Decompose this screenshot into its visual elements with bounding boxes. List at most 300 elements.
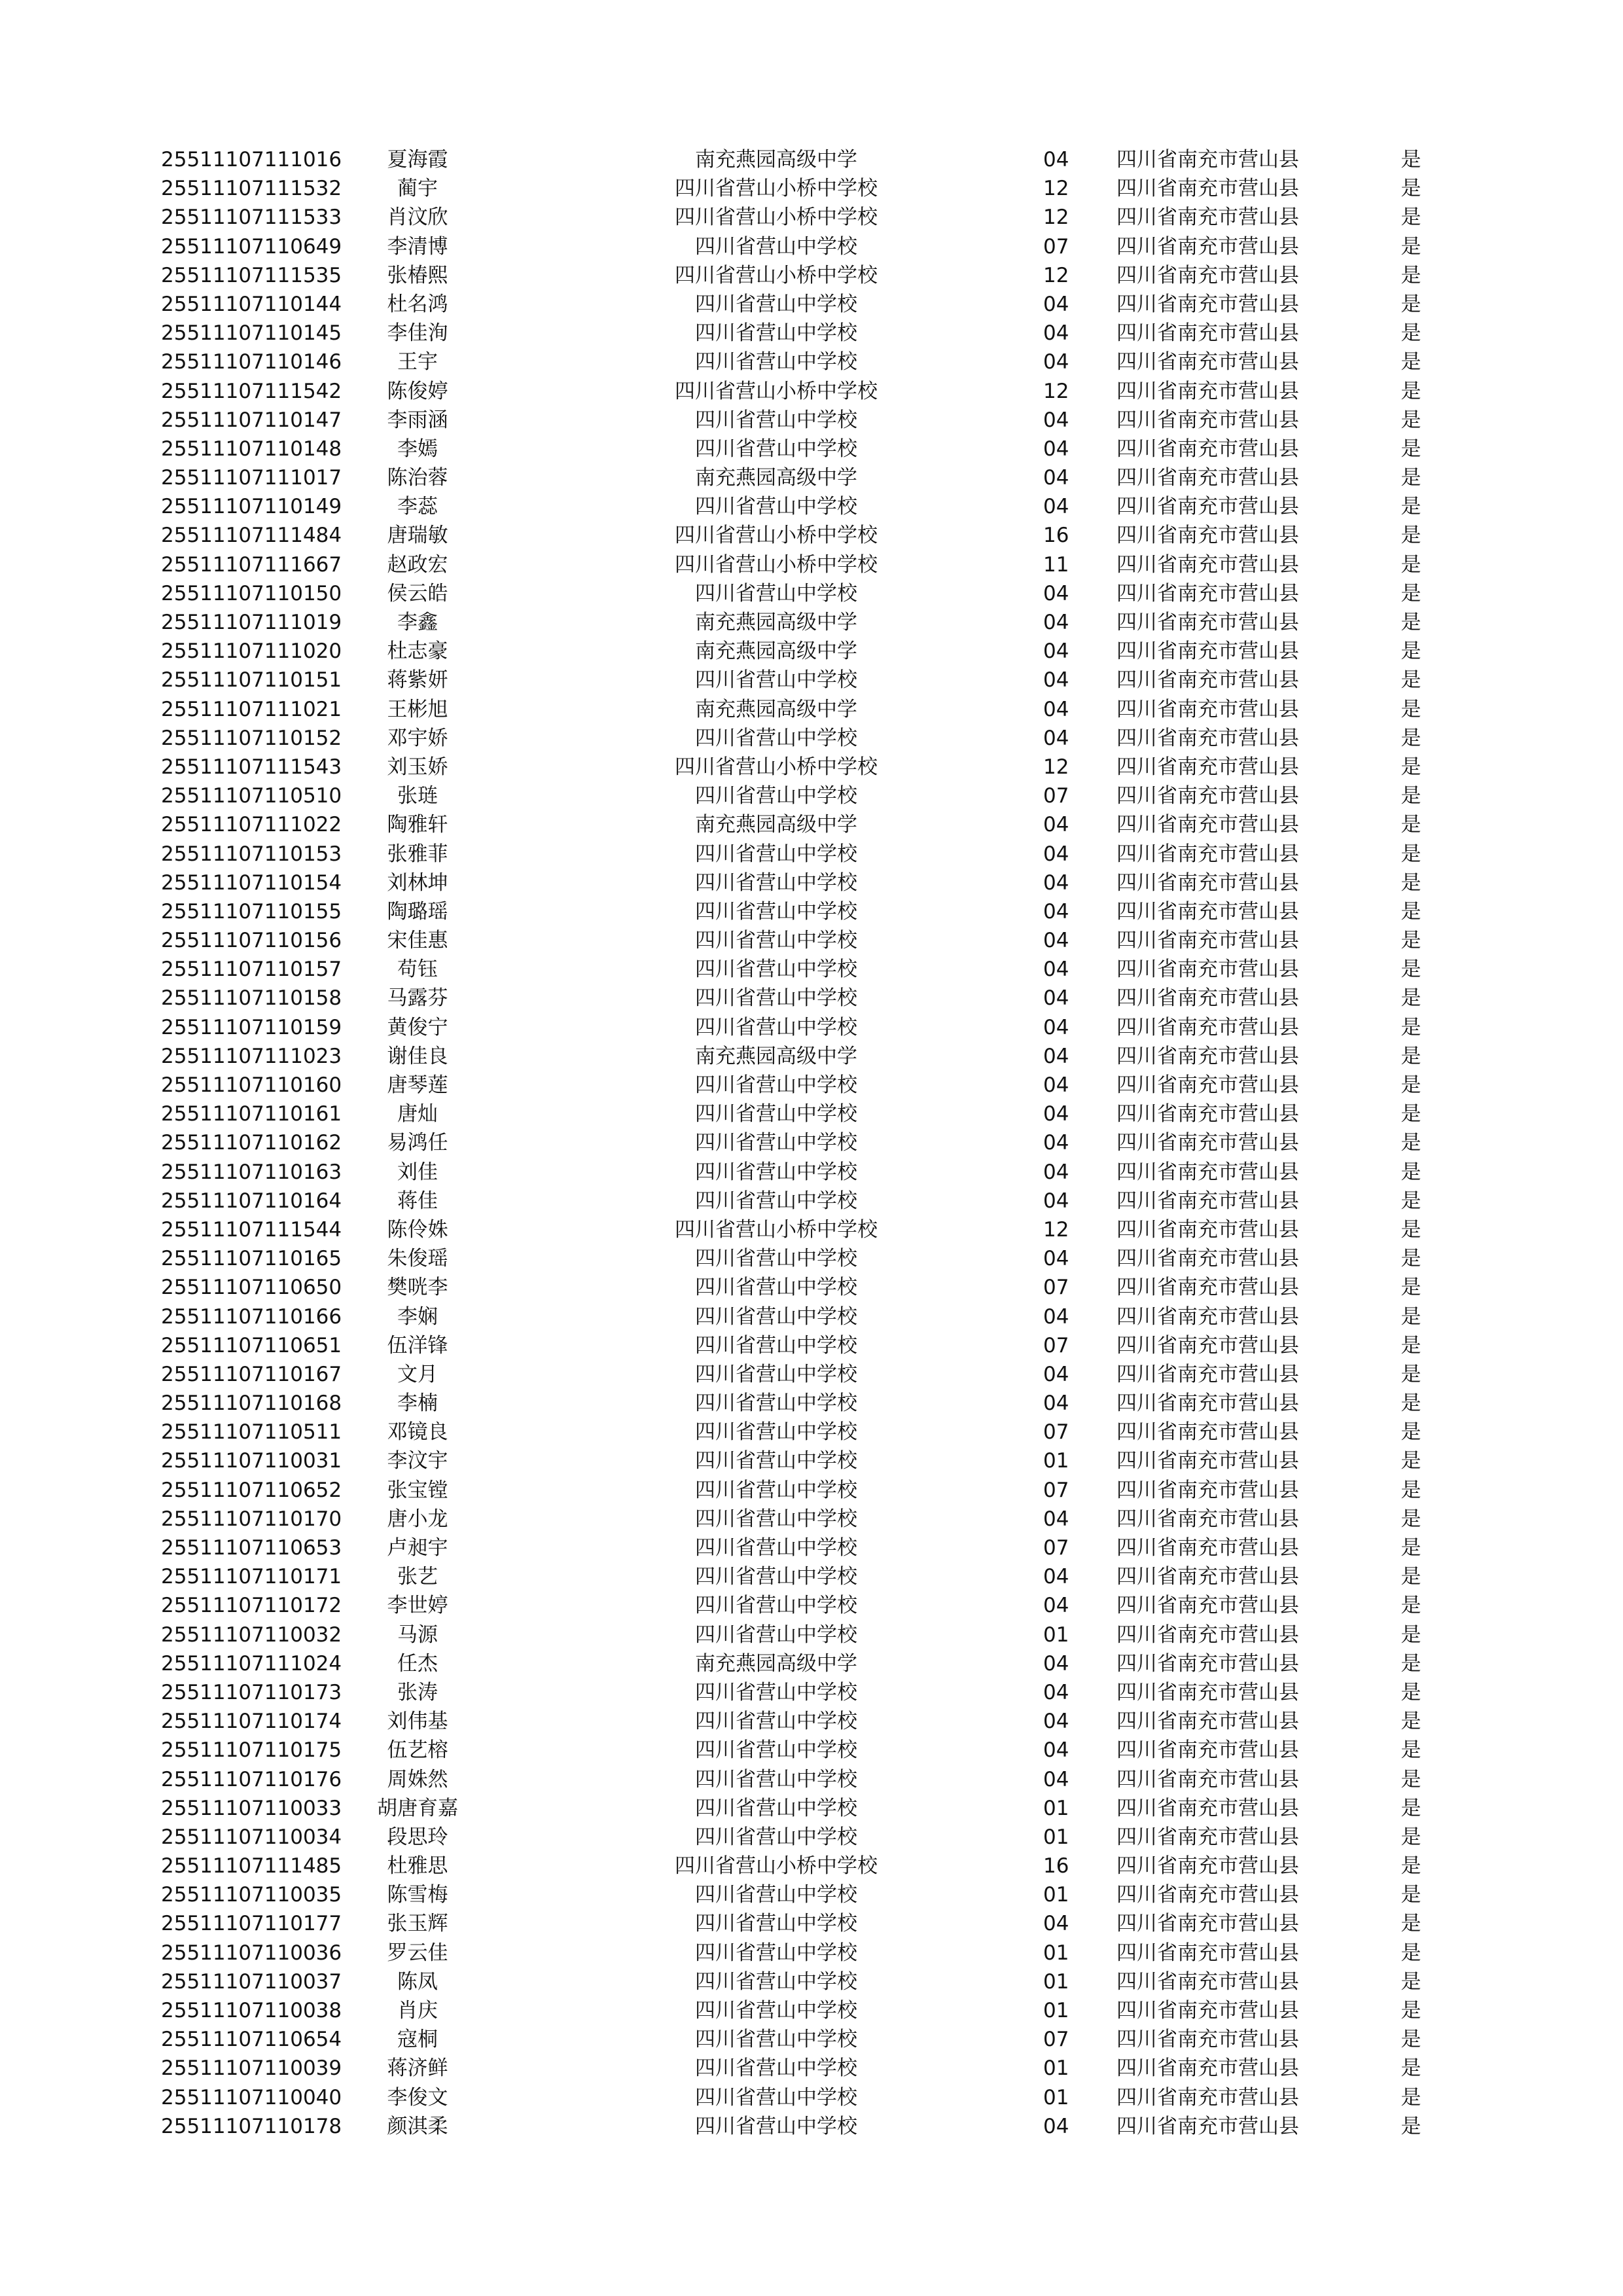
student-name: 唐琴莲 [387, 1073, 448, 1097]
eligibility-flag: 是 [1400, 1304, 1421, 1329]
table-row [161, 2054, 1470, 2083]
school-name: 四川省营山中学校 [695, 1304, 857, 1329]
eligibility-flag: 是 [1400, 1073, 1421, 1097]
school-name: 四川省营山小桥中学校 [675, 552, 878, 577]
category-code: 04 [1043, 581, 1069, 605]
eligibility-flag: 是 [1400, 1015, 1421, 1039]
region: 四川省南充市营山县 [1116, 408, 1299, 432]
category-code: 04 [1043, 1912, 1069, 1936]
category-code: 07 [1043, 2028, 1069, 2052]
school-name: 四川省营山中学校 [695, 986, 857, 1011]
eligibility-flag: 是 [1400, 148, 1421, 171]
category-code: 04 [1043, 1044, 1069, 1068]
school-name: 四川省营山中学校 [695, 1565, 857, 1589]
student-name: 唐灿 [397, 1102, 438, 1126]
school-name: 四川省营山中学校 [695, 437, 857, 461]
category-code: 16 [1043, 1854, 1069, 1878]
exam-number: 25511107110163 [161, 1160, 342, 1184]
region: 四川省南充市营山县 [1116, 1362, 1299, 1386]
eligibility-flag: 是 [1400, 1651, 1421, 1676]
student-name: 文月 [397, 1362, 438, 1386]
eligibility-flag: 是 [1400, 552, 1421, 577]
school-name: 四川省营山中学校 [695, 1536, 857, 1560]
eligibility-flag: 是 [1400, 1594, 1421, 1618]
category-code: 04 [1043, 929, 1069, 953]
school-name: 四川省营山中学校 [695, 842, 857, 866]
table-row [161, 377, 1470, 406]
table-row [161, 1302, 1470, 1331]
exam-number: 25511107110654 [161, 2028, 342, 2052]
table-row [161, 1591, 1470, 1620]
category-code: 12 [1043, 1217, 1069, 1242]
school-name: 四川省营山中学校 [695, 870, 857, 895]
student-name: 李鑫 [397, 611, 438, 634]
region: 四川省南充市营山县 [1116, 206, 1299, 230]
eligibility-flag: 是 [1400, 1536, 1421, 1560]
category-code: 04 [1043, 1362, 1069, 1386]
region: 四川省南充市营山县 [1116, 2114, 1299, 2138]
eligibility-flag: 是 [1400, 1796, 1421, 1820]
region: 四川省南充市营山县 [1116, 1969, 1299, 1994]
exam-number: 25511107111667 [161, 552, 342, 577]
exam-number: 25511107110145 [161, 321, 342, 346]
school-name: 四川省营山中学校 [695, 1333, 857, 1357]
category-code: 01 [1043, 2085, 1069, 2109]
table-row [161, 290, 1470, 319]
table-row [161, 1939, 1470, 1967]
exam-number: 25511107110178 [161, 2114, 342, 2138]
region: 四川省南充市营山县 [1116, 813, 1299, 837]
region: 四川省南充市营山县 [1116, 1883, 1299, 1907]
student-name: 马源 [397, 1623, 438, 1647]
eligibility-flag: 是 [1400, 234, 1421, 259]
table-row [161, 2112, 1470, 2141]
table-row [161, 348, 1470, 376]
eligibility-flag: 是 [1400, 379, 1421, 403]
category-code: 04 [1043, 697, 1069, 721]
category-code: 12 [1043, 379, 1069, 403]
category-code: 04 [1043, 870, 1069, 895]
table-row [161, 1331, 1470, 1360]
school-name: 南充燕园高级中学 [695, 611, 857, 634]
exam-number: 25511107110036 [161, 1941, 342, 1965]
school-name: 四川省营山中学校 [695, 1594, 857, 1618]
region: 四川省南充市营山县 [1116, 726, 1299, 750]
student-name: 卢昶宇 [387, 1536, 448, 1560]
table-row [161, 1996, 1470, 2025]
category-code: 01 [1043, 1623, 1069, 1647]
table-row [161, 550, 1470, 579]
eligibility-flag: 是 [1400, 929, 1421, 953]
school-name: 四川省营山中学校 [695, 929, 857, 953]
region: 四川省南充市营山县 [1116, 1247, 1299, 1271]
category-code: 12 [1043, 755, 1069, 779]
exam-number: 25511107110165 [161, 1247, 342, 1271]
school-name: 四川省营山小桥中学校 [675, 755, 878, 779]
region: 四川省南充市营山县 [1116, 784, 1299, 808]
eligibility-flag: 是 [1400, 1680, 1421, 1704]
category-code: 04 [1043, 321, 1069, 346]
exam-number: 25511107110167 [161, 1362, 342, 1386]
school-name: 四川省营山中学校 [695, 1160, 857, 1184]
exam-number: 25511107111019 [161, 611, 342, 634]
eligibility-flag: 是 [1400, 1160, 1421, 1184]
school-name: 四川省营山中学校 [695, 1189, 857, 1213]
category-code: 01 [1043, 1969, 1069, 1994]
student-name: 朱俊瑶 [387, 1247, 448, 1271]
school-name: 四川省营山中学校 [695, 1420, 857, 1444]
student-name: 张宝镗 [387, 1478, 448, 1502]
region: 四川省南充市营山县 [1116, 1276, 1299, 1300]
category-code: 04 [1043, 842, 1069, 866]
region: 四川省南充市营山县 [1116, 552, 1299, 577]
exam-number: 25511107110151 [161, 668, 342, 692]
region: 四川省南充市营山县 [1116, 234, 1299, 259]
eligibility-flag: 是 [1400, 2056, 1421, 2081]
region: 四川省南充市营山县 [1116, 1594, 1299, 1618]
school-name: 四川省营山中学校 [695, 899, 857, 924]
category-code: 07 [1043, 1478, 1069, 1502]
school-name: 四川省营山中学校 [695, 1131, 857, 1155]
school-name: 南充燕园高级中学 [695, 466, 857, 490]
category-code: 04 [1043, 611, 1069, 634]
exam-number: 25511107111021 [161, 697, 342, 721]
eligibility-flag: 是 [1400, 1276, 1421, 1300]
table-row [161, 984, 1470, 1013]
school-name: 四川省营山中学校 [695, 408, 857, 432]
table-row [161, 1794, 1470, 1823]
eligibility-flag: 是 [1400, 755, 1421, 779]
school-name: 四川省营山中学校 [695, 2056, 857, 2081]
category-code: 01 [1043, 1796, 1069, 1820]
exam-number: 25511107111543 [161, 755, 342, 779]
region: 四川省南充市营山县 [1116, 1073, 1299, 1097]
student-name: 易鸿任 [387, 1131, 448, 1155]
eligibility-flag: 是 [1400, 1189, 1421, 1213]
region: 四川省南充市营山县 [1116, 1217, 1299, 1242]
student-name: 刘林坤 [387, 870, 448, 895]
category-code: 04 [1043, 1304, 1069, 1329]
region: 四川省南充市营山县 [1116, 1044, 1299, 1068]
student-name: 杜名鸿 [387, 292, 448, 316]
school-name: 四川省营山小桥中学校 [675, 524, 878, 548]
student-name: 陶雅轩 [387, 813, 448, 837]
table-row [161, 1765, 1470, 1794]
student-name: 肖汶欣 [387, 206, 448, 230]
student-name: 陈凤 [397, 1969, 438, 1994]
table-row [161, 926, 1470, 955]
student-name: 樊咣李 [387, 1276, 448, 1300]
exam-number: 25511107110152 [161, 726, 342, 750]
table-row [161, 695, 1470, 724]
category-code: 12 [1043, 177, 1069, 201]
school-name: 四川省营山小桥中学校 [675, 177, 878, 201]
student-name: 李嫣 [397, 437, 438, 461]
region: 四川省南充市营山县 [1116, 292, 1299, 316]
region: 四川省南充市营山县 [1116, 1738, 1299, 1763]
school-name: 四川省营山小桥中学校 [675, 1854, 878, 1878]
table-row [161, 897, 1470, 926]
student-name: 宋佳惠 [387, 929, 448, 953]
exam-number: 25511107111016 [161, 148, 342, 171]
student-name: 蒋佳 [397, 1189, 438, 1213]
student-name: 寇桐 [397, 2028, 438, 2052]
eligibility-flag: 是 [1400, 437, 1421, 461]
school-name: 南充燕园高级中学 [695, 148, 857, 171]
category-code: 04 [1043, 495, 1069, 519]
student-name: 胡唐育嘉 [377, 1796, 458, 1820]
school-name: 四川省营山中学校 [695, 726, 857, 750]
student-name: 李楠 [397, 1391, 438, 1416]
school-name: 四川省营山中学校 [695, 1912, 857, 1936]
table-row [161, 1476, 1470, 1505]
eligibility-flag: 是 [1400, 611, 1421, 634]
table-row [161, 1707, 1470, 1736]
eligibility-flag: 是 [1400, 1883, 1421, 1907]
table-row [161, 1446, 1470, 1475]
eligibility-flag: 是 [1400, 495, 1421, 519]
eligibility-flag: 是 [1400, 206, 1421, 230]
exam-number: 25511107110031 [161, 1449, 342, 1473]
school-name: 四川省营山中学校 [695, 321, 857, 346]
category-code: 04 [1043, 2114, 1069, 2138]
exam-number: 25511107110035 [161, 1883, 342, 1907]
student-name: 陈治蓉 [387, 466, 448, 490]
table-row [161, 724, 1470, 753]
category-code: 04 [1043, 899, 1069, 924]
eligibility-flag: 是 [1400, 2028, 1421, 2052]
eligibility-flag: 是 [1400, 1131, 1421, 1155]
region: 四川省南充市营山县 [1116, 1999, 1299, 2022]
table-row [161, 463, 1470, 492]
category-code: 04 [1043, 437, 1069, 461]
category-code: 07 [1043, 1420, 1069, 1444]
exam-number: 25511107110033 [161, 1796, 342, 1820]
exam-number: 25511107110175 [161, 1738, 342, 1763]
table-row [161, 1158, 1470, 1187]
exam-number: 25511107111542 [161, 379, 342, 403]
exam-number: 25511107110159 [161, 1015, 342, 1039]
region: 四川省南充市营山县 [1116, 1189, 1299, 1213]
region: 四川省南充市营山县 [1116, 986, 1299, 1011]
region: 四川省南充市营山县 [1116, 524, 1299, 548]
eligibility-flag: 是 [1400, 986, 1421, 1011]
exam-number: 25511107110177 [161, 1912, 342, 1936]
region: 四川省南充市营山县 [1116, 929, 1299, 953]
student-name: 苟钰 [397, 958, 438, 982]
table-row [161, 174, 1470, 203]
exam-number: 25511107110039 [161, 2056, 342, 2081]
school-name: 四川省营山中学校 [695, 2114, 857, 2138]
school-name: 四川省营山中学校 [695, 1680, 857, 1704]
region: 四川省南充市营山县 [1116, 1854, 1299, 1878]
category-code: 07 [1043, 1333, 1069, 1357]
school-name: 四川省营山中学校 [695, 581, 857, 605]
table-row [161, 1621, 1470, 1649]
eligibility-flag: 是 [1400, 292, 1421, 316]
student-name: 蒋紫妍 [387, 668, 448, 692]
region: 四川省南充市营山县 [1116, 1131, 1299, 1155]
category-code: 04 [1043, 1391, 1069, 1416]
eligibility-flag: 是 [1400, 408, 1421, 432]
category-code: 04 [1043, 466, 1069, 490]
region: 四川省南充市营山县 [1116, 1304, 1299, 1329]
student-name: 王彬旭 [387, 697, 448, 721]
student-name: 陶璐瑶 [387, 899, 448, 924]
exam-number: 25511107110166 [161, 1304, 342, 1329]
school-name: 四川省营山小桥中学校 [675, 1217, 878, 1242]
eligibility-flag: 是 [1400, 1854, 1421, 1878]
category-code: 04 [1043, 1102, 1069, 1126]
eligibility-flag: 是 [1400, 466, 1421, 490]
region: 四川省南充市营山县 [1116, 668, 1299, 692]
category-code: 04 [1043, 726, 1069, 750]
exam-number: 25511107110155 [161, 899, 342, 924]
exam-number: 25511107110176 [161, 1767, 342, 1791]
region: 四川省南充市营山县 [1116, 148, 1299, 171]
table-row [161, 1505, 1470, 1534]
exam-number: 25511107111532 [161, 177, 342, 201]
eligibility-flag: 是 [1400, 1507, 1421, 1531]
region: 四川省南充市营山县 [1116, 1623, 1299, 1647]
exam-number: 25511107110040 [161, 2085, 342, 2109]
school-name: 南充燕园高级中学 [695, 639, 857, 664]
eligibility-flag: 是 [1400, 639, 1421, 664]
student-name: 肖庆 [397, 1999, 438, 2022]
eligibility-flag: 是 [1400, 842, 1421, 866]
student-name: 段思玲 [387, 1825, 448, 1849]
student-name: 伍洋锋 [387, 1333, 448, 1357]
school-name: 四川省营山中学校 [695, 2028, 857, 2052]
region: 四川省南充市营山县 [1116, 1333, 1299, 1357]
eligibility-flag: 是 [1400, 958, 1421, 982]
eligibility-flag: 是 [1400, 177, 1421, 201]
school-name: 南充燕园高级中学 [695, 813, 857, 837]
exam-number: 25511107110171 [161, 1565, 342, 1589]
student-name: 谢佳良 [387, 1044, 448, 1068]
student-name: 张椿熙 [387, 263, 448, 287]
category-code: 12 [1043, 263, 1069, 287]
region: 四川省南充市营山县 [1116, 1420, 1299, 1444]
table-row [161, 1273, 1470, 1302]
exam-number: 25511107110653 [161, 1536, 342, 1560]
category-code: 04 [1043, 1594, 1069, 1618]
table-row [161, 1244, 1470, 1273]
exam-number: 25511107110144 [161, 292, 342, 316]
table-row [161, 1880, 1470, 1909]
eligibility-flag: 是 [1400, 581, 1421, 605]
table-row [161, 955, 1470, 984]
student-name: 李俊文 [387, 2085, 448, 2109]
table-row [161, 145, 1470, 174]
eligibility-flag: 是 [1400, 899, 1421, 924]
table-row [161, 521, 1470, 550]
school-name: 四川省营山中学校 [695, 350, 857, 374]
region: 四川省南充市营山县 [1116, 321, 1299, 346]
school-name: 四川省营山中学校 [695, 1710, 857, 1734]
table-row [161, 1562, 1470, 1591]
table-row [161, 869, 1470, 897]
exam-number: 25511107110158 [161, 986, 342, 1011]
school-name: 四川省营山中学校 [695, 1969, 857, 1994]
student-name: 张涛 [397, 1680, 438, 1704]
eligibility-flag: 是 [1400, 784, 1421, 808]
table-row [161, 2025, 1470, 2054]
student-name: 周姝然 [387, 1767, 448, 1791]
region: 四川省南充市营山县 [1116, 581, 1299, 605]
table-row [161, 579, 1470, 608]
region: 四川省南充市营山县 [1116, 1391, 1299, 1416]
eligibility-flag: 是 [1400, 1102, 1421, 1126]
exam-number: 25511107110154 [161, 870, 342, 895]
exam-number: 25511107110153 [161, 842, 342, 866]
student-name: 张玉辉 [387, 1912, 448, 1936]
exam-number: 25511107110650 [161, 1276, 342, 1300]
school-name: 四川省营山小桥中学校 [675, 206, 878, 230]
school-name: 四川省营山中学校 [695, 1825, 857, 1849]
exam-number: 25511107110170 [161, 1507, 342, 1531]
eligibility-flag: 是 [1400, 263, 1421, 287]
table-row [161, 1013, 1470, 1042]
category-code: 04 [1043, 1160, 1069, 1184]
school-name: 四川省营山小桥中学校 [675, 379, 878, 403]
region: 四川省南充市营山县 [1116, 1941, 1299, 1965]
category-code: 04 [1043, 813, 1069, 837]
school-name: 四川省营山中学校 [695, 1102, 857, 1126]
region: 四川省南充市营山县 [1116, 1449, 1299, 1473]
region: 四川省南充市营山县 [1116, 1796, 1299, 1820]
student-name: 侯云皓 [387, 581, 448, 605]
region: 四川省南充市营山县 [1116, 1160, 1299, 1184]
exam-number: 25511107110162 [161, 1131, 342, 1155]
table-row [161, 1215, 1470, 1244]
student-name: 刘伟基 [387, 1710, 448, 1734]
school-name: 四川省营山中学校 [695, 1478, 857, 1502]
school-name: 四川省营山中学校 [695, 784, 857, 808]
category-code: 04 [1043, 1507, 1069, 1531]
exam-number: 25511107110148 [161, 437, 342, 461]
region: 四川省南充市营山县 [1116, 1102, 1299, 1126]
exam-number: 25511107110147 [161, 408, 342, 432]
region: 四川省南充市营山县 [1116, 177, 1299, 201]
exam-number: 25511107110173 [161, 1680, 342, 1704]
exam-number: 25511107110034 [161, 1825, 342, 1849]
table-row [161, 666, 1470, 694]
table-row [161, 203, 1470, 232]
table-row [161, 1823, 1470, 1852]
eligibility-flag: 是 [1400, 1044, 1421, 1068]
eligibility-flag: 是 [1400, 813, 1421, 837]
exam-number: 25511107111020 [161, 639, 342, 664]
category-code: 04 [1043, 668, 1069, 692]
student-name: 李世婷 [387, 1594, 448, 1618]
category-code: 04 [1043, 1189, 1069, 1213]
eligibility-flag: 是 [1400, 1217, 1421, 1242]
school-name: 四川省营山中学校 [695, 958, 857, 982]
table-row [161, 1418, 1470, 1446]
table-row [161, 1967, 1470, 1996]
eligibility-flag: 是 [1400, 697, 1421, 721]
exam-number: 25511107111533 [161, 206, 342, 230]
region: 四川省南充市营山县 [1116, 842, 1299, 866]
region: 四川省南充市营山县 [1116, 1680, 1299, 1704]
exam-number: 25511107110172 [161, 1594, 342, 1618]
table-row [161, 1128, 1470, 1157]
student-name: 赵政宏 [387, 552, 448, 577]
eligibility-flag: 是 [1400, 2114, 1421, 2138]
table-row [161, 1360, 1470, 1389]
eligibility-flag: 是 [1400, 1247, 1421, 1271]
